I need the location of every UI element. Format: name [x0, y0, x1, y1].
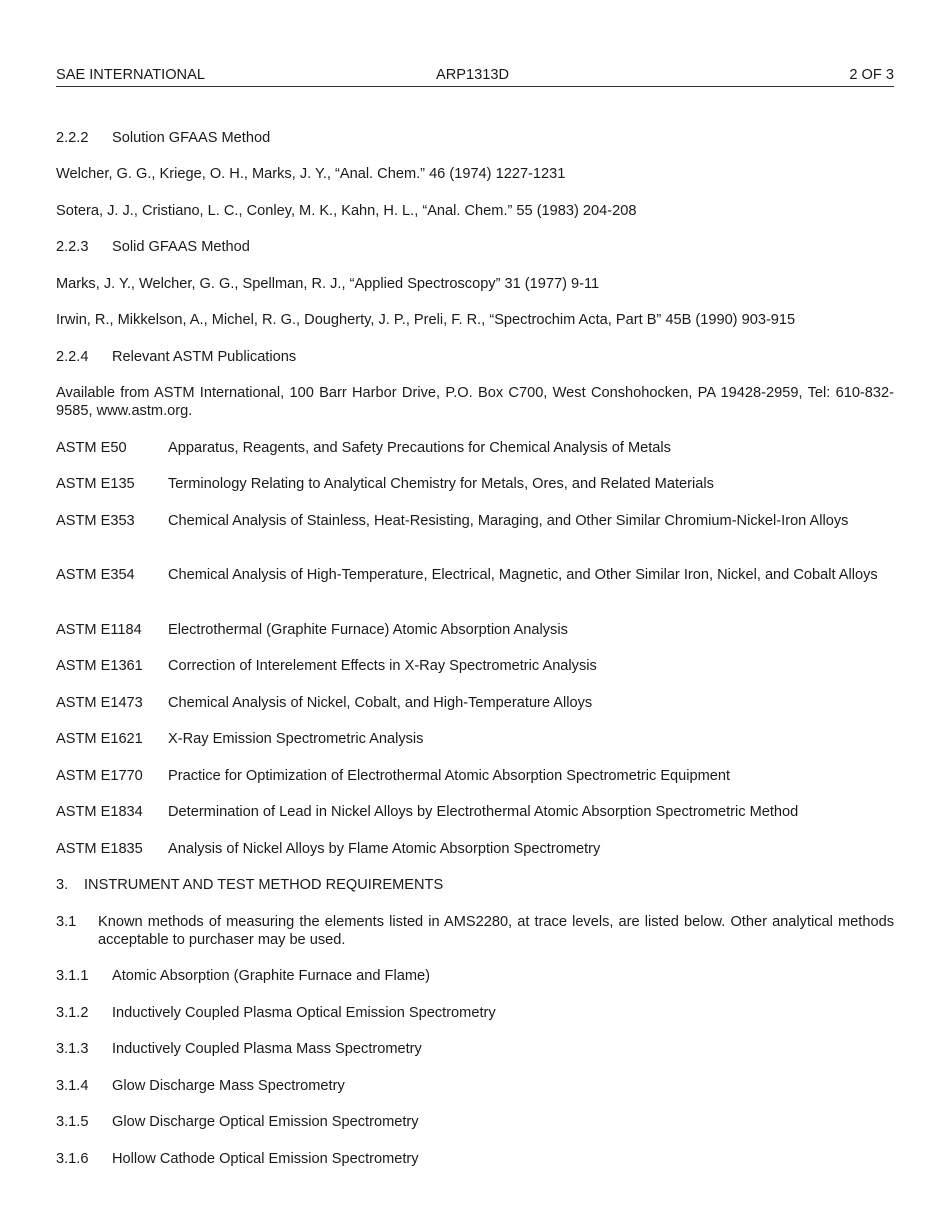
astm-code: ASTM E1834: [56, 804, 143, 820]
astm-title: Electrothermal (Graphite Furnace) Atomic Absorption Analysis: [168, 622, 568, 638]
astm-code: ASTM E1770: [56, 768, 143, 784]
reference-marks: Marks, J. Y., Welcher, G. G., Spellman, R. J., “Applied Spectroscopy” 31 (1977) 9-11: [56, 276, 600, 292]
section-number: 3.1.5: [56, 1114, 89, 1130]
astm-code: ASTM E353: [56, 513, 135, 529]
astm-title: Terminology Relating to Analytical Chemistry for Metals, Ores, and Related Materials: [168, 476, 714, 492]
astm-title: Apparatus, Reagents, and Safety Precautions for Chemical Analysis of Metals: [168, 440, 671, 456]
reference-irwin: Irwin, R., Mikkelson, A., Michel, R. G., Dougherty, J. P., Preli, F. R., “Spectrochim Acta, Part B” 45B (1990) 903-915: [56, 312, 796, 328]
section-text: Known methods of measuring the elements listed in AMS2280, at trace levels, are listed below. Other analytical methods acceptable to purchaser may be used.: [98, 914, 894, 948]
section-number: 2.2.3: [56, 239, 89, 255]
astm-code: ASTM E354: [56, 567, 135, 583]
section-title: Solid GFAAS Method: [112, 239, 250, 255]
astm-title: Chemical Analysis of Stainless, Heat-Resisting, Maraging, and Other Similar Chromium-Nickel-Iron Alloys: [168, 513, 849, 529]
section-title: Glow Discharge Optical Emission Spectrometry: [112, 1114, 419, 1130]
section-title: INSTRUMENT AND TEST METHOD REQUIREMENTS: [84, 877, 444, 893]
section-number: 3.1: [56, 914, 77, 930]
section-title: Hollow Cathode Optical Emission Spectrometry: [112, 1151, 419, 1167]
section-title: Glow Discharge Mass Spectrometry: [112, 1078, 345, 1094]
section-title: Atomic Absorption (Graphite Furnace and Flame): [112, 968, 430, 984]
reference-welcher: Welcher, G. G., Kriege, O. H., Marks, J. Y., “Anal. Chem.” 46 (1974) 1227-1231: [56, 166, 566, 182]
astm-title: Practice for Optimization of Electrothermal Atomic Absorption Spectrometric Equipment: [168, 768, 731, 784]
astm-code: ASTM E1473: [56, 695, 143, 711]
section-number: 2.2.4: [56, 349, 89, 365]
astm-code: ASTM E1361: [56, 658, 143, 674]
section-number: 3.: [56, 877, 69, 893]
astm-availability-paragraph: Available from ASTM International, 100 Barr Harbor Drive, P.O. Box C700, West Conshohocken, PA 19428-2959, Tel: 610-832-9585, www.astm.org.: [56, 385, 894, 419]
astm-code: ASTM E50: [56, 440, 127, 456]
section-title: Inductively Coupled Plasma Mass Spectrometry: [112, 1041, 422, 1057]
astm-title: Chemical Analysis of High-Temperature, Electrical, Magnetic, and Other Similar Iron, Nickel, and Cobalt Alloys: [168, 567, 878, 583]
page-header: [56, 67, 894, 87]
section-number: 3.1.4: [56, 1078, 89, 1094]
section-title: Relevant ASTM Publications: [112, 349, 297, 365]
section-number: 2.2.2: [56, 130, 89, 146]
section-number: 3.1.1: [56, 968, 89, 984]
astm-code: ASTM E1184: [56, 622, 142, 638]
astm-code: ASTM E1835: [56, 841, 143, 857]
astm-title: Chemical Analysis of Nickel, Cobalt, and High-Temperature Alloys: [168, 695, 593, 711]
header-org: SAE INTERNATIONAL: [56, 67, 205, 83]
section-title: Inductively Coupled Plasma Optical Emission Spectrometry: [112, 1005, 496, 1021]
astm-code: ASTM E135: [56, 476, 135, 492]
section-number: 3.1.6: [56, 1151, 89, 1167]
astm-title: Analysis of Nickel Alloys by Flame Atomic Absorption Spectrometry: [168, 841, 601, 857]
section-title: Solution GFAAS Method: [112, 130, 271, 146]
header-page-number: 2 OF 3: [849, 67, 894, 83]
astm-code: ASTM E1621: [56, 731, 143, 747]
astm-title: X-Ray Emission Spectrometric Analysis: [168, 731, 424, 747]
section-number: 3.1.3: [56, 1041, 89, 1057]
section-number: 3.1.2: [56, 1005, 89, 1021]
reference-sotera: Sotera, J. J., Cristiano, L. C., Conley, M. K., Kahn, H. L., “Anal. Chem.” 55 (1983) 204-208: [56, 203, 637, 219]
astm-title: Determination of Lead in Nickel Alloys by Electrothermal Atomic Absorption Spectrometric Method: [168, 804, 799, 820]
astm-title: Correction of Interelement Effects in X-Ray Spectrometric Analysis: [168, 658, 597, 674]
header-doc-id: ARP1313D: [436, 67, 510, 83]
